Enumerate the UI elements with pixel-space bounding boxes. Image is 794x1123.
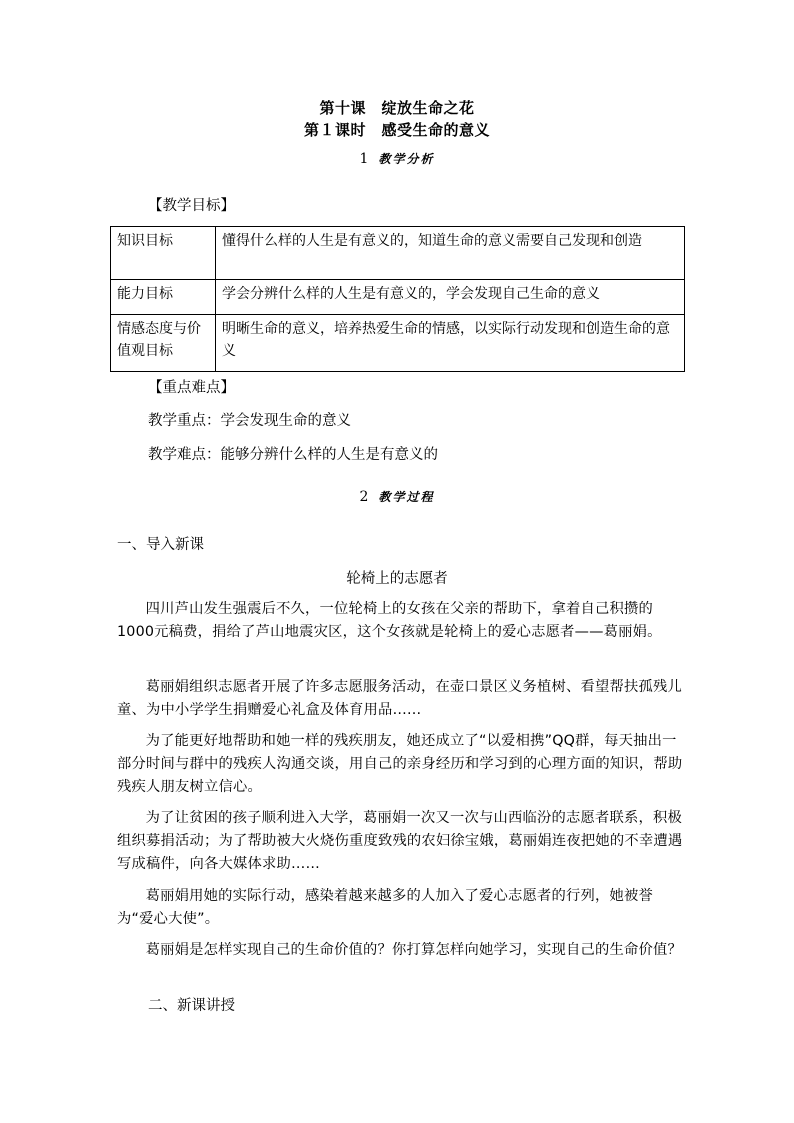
part1-heading: 一、导入新课	[117, 537, 204, 553]
key-point: 教学重点：学会发现生命的意义	[148, 413, 351, 429]
section-heading-analysis	[0, 150, 794, 167]
table-row	[111, 315, 685, 372]
table-cell-value: 学会分辨什么样的人生是有意义的，学会发现自己生命的意义	[216, 280, 685, 315]
section-label: 教学分析	[378, 152, 435, 166]
table-cell-key: 知识目标	[111, 227, 216, 280]
section-label: 教学过程	[378, 490, 435, 504]
part2-heading: 二、新课讲授	[148, 998, 235, 1014]
story-paragraph: 为了让贫困的孩子顺利进入大学，葛丽娟一次又一次与山西临汾的志愿者联系，积极组织募捐活动；为了帮助被大火烧伤重度致残的农妇徐宝娥，葛丽娟连夜把她的不幸遭遇写成稿件，向各大媒体求助……	[117, 810, 683, 872]
objectives-table	[110, 226, 685, 372]
table-cell-value: 明晰生命的意义，培养热爱生命的情感，以实际行动发现和创造生命的意义	[216, 315, 685, 372]
story-paragraph: 葛丽娟是怎样实现自己的生命价值的？你打算怎样向她学习，实现自己的生命价值？	[145, 942, 682, 958]
lesson-title: 第十课 绽放生命之花	[319, 99, 475, 117]
difficult-point: 教学难点：能够分辨什么样的人生是有意义的	[148, 447, 438, 463]
table-cell-value: 懂得什么样的人生是有意义的，知道生命的意义需要自己发现和创造	[216, 227, 685, 280]
story-paragraph: 葛丽娟组织志愿者开展了许多志愿服务活动，在壶口景区义务植树、看望帮扶孤残儿童、为中小学学生捐赠爱心礼盒及体育用品……	[117, 679, 682, 718]
story-paragraph: 葛丽娟用她的实际行动，感染着越来越多的人加入了爱心志愿者的行列，她被誉为“爱心大使”。	[117, 888, 653, 927]
story-title: 轮椅上的志愿者	[346, 571, 448, 587]
key-points-heading: 【重点难点】	[148, 380, 235, 396]
section-heading-process	[0, 488, 794, 505]
table-cell-key: 情感态度与价值观目标	[111, 315, 216, 372]
table-cell-key: 能力目标	[111, 280, 216, 315]
story-paragraph: 四川芦山发生强震后不久，一位轮椅上的女孩在父亲的帮助下，拿着自己积攒的1000元稿费，捐给了芦山地震灾区，这个女孩就是轮椅上的爱心志愿者——葛丽娟。	[117, 601, 662, 640]
table-row	[111, 280, 685, 315]
section-number: 2	[359, 489, 369, 505]
period-title: 第１课时 感受生命的意义	[303, 121, 490, 139]
table-row	[111, 227, 685, 280]
section-number: 1	[359, 151, 369, 167]
story-paragraph: 为了能更好地帮助和她一样的残疾朋友，她还成立了“以爱相携”QQ群，每天抽出一部分时间与群中的残疾人沟通交谈，用自己的亲身经历和学习到的心理方面的知识，帮助残疾人朋友树立信心。	[117, 733, 683, 795]
objectives-heading: 【教学目标】	[148, 198, 235, 214]
